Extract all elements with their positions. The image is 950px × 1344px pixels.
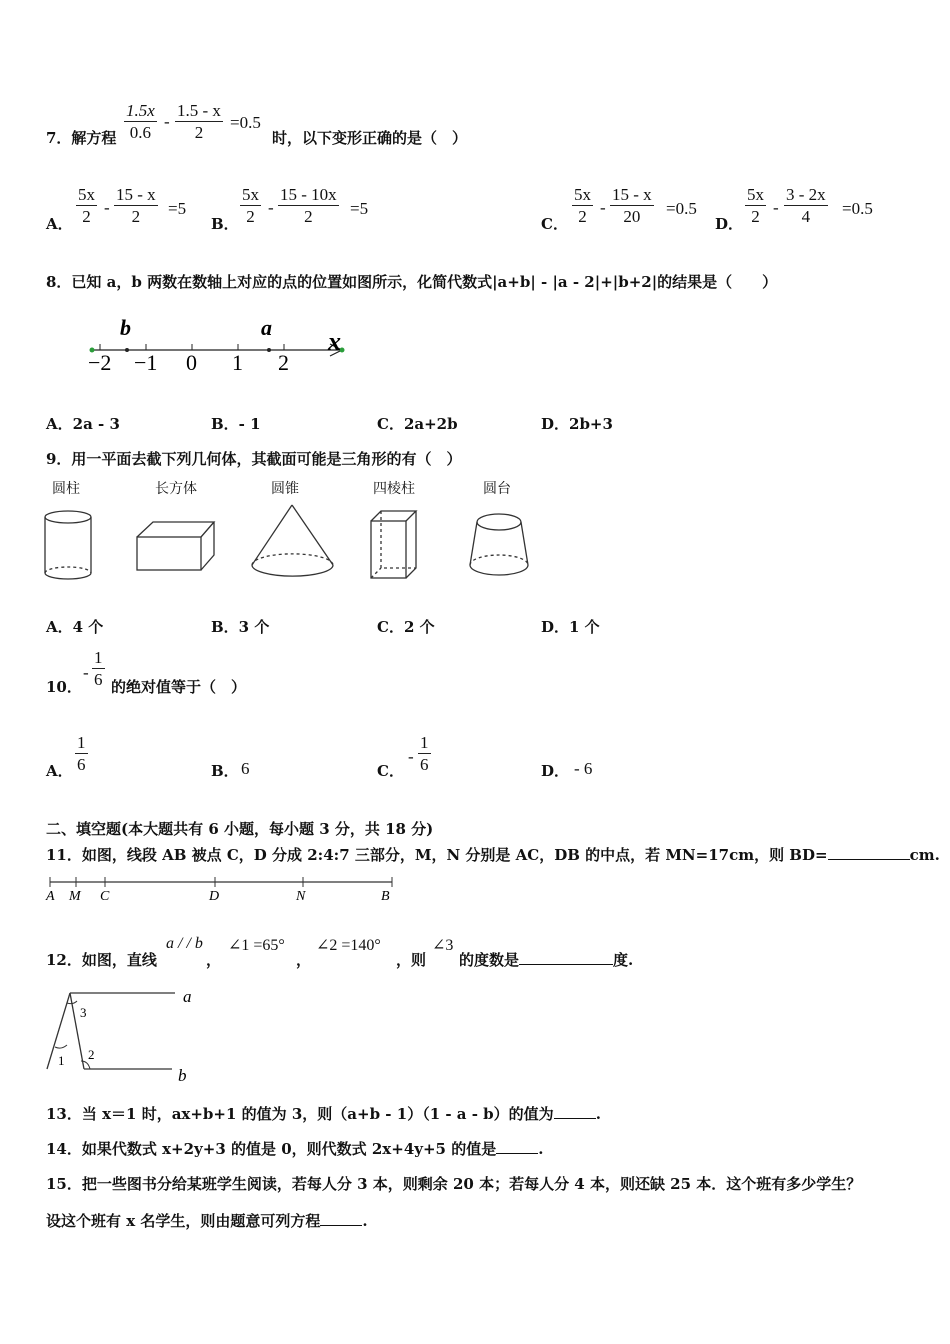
q7-suffix: 时，以下变形正确的是（ ）	[272, 129, 468, 147]
q12-angle2: ∠2 =140°	[316, 937, 381, 954]
axis-x-label: x	[328, 327, 341, 356]
q12-suffix-line	[459, 949, 633, 970]
q14-line	[46, 1138, 543, 1159]
q7-rhs: =0.5	[230, 113, 261, 132]
option-label: C．	[541, 215, 568, 233]
q11-text: 11．如图，线段 AB 被点 C，D 分成 2:4:7 三部分，M，N 分别是 AC，DB 的中点，若 MN=17cm，则 BD=	[46, 846, 828, 864]
q9-shapes-figure	[38, 505, 548, 590]
option-b: B．3 个	[211, 618, 270, 636]
option-d: D．1 个	[541, 618, 600, 636]
option-b: B．- 1	[211, 415, 261, 433]
point-label: N	[296, 889, 306, 904]
q15-line2	[46, 1210, 368, 1231]
shape-label-prism: 四棱柱	[373, 481, 415, 497]
option-d: D．2b+3	[541, 415, 613, 433]
shape-label-cylinder: 圆柱	[52, 481, 80, 497]
q15-text: 设这个班有 x 名学生，则由题意可列方程	[46, 1212, 321, 1230]
point-b-label: b	[120, 315, 131, 340]
option-c-fraction-1: $\frac{5x}{2}$	[574, 185, 591, 226]
option-b-fraction-2: $\frac{15 - 10x}{2}$	[280, 185, 337, 226]
comma: ，	[296, 951, 312, 969]
answer-blank[interactable]	[320, 1225, 362, 1226]
option-c-rhs: =0.5	[666, 199, 697, 218]
option-d-fraction-1: $\frac{5x}{2}$	[747, 185, 764, 226]
point-label: B	[381, 889, 390, 904]
tick-label: −1	[134, 350, 158, 375]
tick-label: 0	[186, 350, 197, 375]
minus-sign: -	[408, 747, 414, 766]
q12-prefix: 12．如图，直线	[46, 951, 157, 969]
option-label: A．	[46, 215, 73, 233]
point-label: M	[69, 889, 81, 904]
minus-sign: -	[164, 112, 170, 131]
option-a-fraction-2: $\frac{15 - x}{2}$	[116, 185, 156, 226]
option-b-fraction-1: $\frac{5x}{2}$	[242, 185, 259, 226]
line-a-label: a	[183, 987, 192, 1006]
section-title: 二、填空题(本大题共有 6 小题，每小题 3 分，共 18 分)	[46, 820, 434, 838]
minus-sign: -	[83, 663, 89, 682]
q7-fraction-1: $\frac{1.5x}{0.6}$	[126, 101, 155, 142]
shape-label-cuboid: 长方体	[155, 481, 197, 497]
option-d-value: - 6	[574, 759, 593, 778]
option-c: C．2a+2b	[377, 415, 458, 433]
answer-blank[interactable]	[554, 1118, 596, 1119]
option-d-fraction-2: $\frac{3 - 2x}{4}$	[786, 185, 826, 226]
point-label: C	[100, 889, 110, 904]
q15-line1: 15．把一些图书分给某班学生阅读，若每人分 3 本，则剩余 20 本；若每人分 4 本，则还缺 25 本．这个班有多少学生？	[46, 1175, 862, 1193]
prism-icon	[371, 511, 416, 578]
option-a: A．2a - 3	[46, 415, 120, 433]
q10-suffix: 的绝对值等于（ ）	[111, 678, 247, 696]
period: .	[362, 1212, 368, 1230]
option-label: D．	[541, 762, 570, 780]
q12-parallel: a / / b	[166, 935, 203, 952]
option-a: A．4 个	[46, 618, 104, 636]
tick-label: 1	[232, 350, 243, 375]
option-a-fraction-1: $\frac{5x}{2}$	[78, 185, 95, 226]
minus-sign: -	[773, 198, 779, 217]
tick-label: −2	[88, 350, 112, 375]
q12-angle3: ∠3	[432, 937, 454, 954]
option-label: D．	[715, 215, 744, 233]
angle-3-label: 3	[80, 1005, 87, 1020]
option-c: C．2 个	[377, 618, 435, 636]
cuboid-icon	[137, 522, 214, 570]
q7-prefix: 7．解方程	[46, 129, 117, 147]
period: .	[595, 1105, 601, 1123]
angle-2-label: 2	[88, 1047, 95, 1062]
q11-segment-figure	[44, 874, 404, 904]
answer-blank[interactable]	[828, 859, 910, 860]
minus-sign: -	[600, 198, 606, 217]
q12-parallel-lines-figure	[40, 983, 210, 1088]
option-label: B．	[211, 762, 239, 780]
cylinder-icon	[45, 511, 91, 579]
shape-label-cone: 圆锥	[271, 481, 299, 497]
option-b-rhs: =5	[350, 199, 369, 218]
point-label: A	[46, 889, 55, 904]
q9-text: 9．用一平面去截下列几何体，其截面可能是三角形的有（ ）	[46, 450, 462, 468]
q11-text-line	[46, 844, 940, 865]
line-b-label: b	[178, 1066, 187, 1085]
answer-blank[interactable]	[496, 1153, 538, 1154]
q10-fraction: $\frac{1}{6}$	[94, 648, 103, 689]
option-d-rhs: =0.5	[842, 199, 873, 218]
q14-text: 14．如果代数式 x+2y+3 的值是 0，则代数式 2x+4y+5 的值是	[46, 1140, 497, 1158]
tick-label: 2	[278, 350, 289, 375]
option-c-fraction-2: $\frac{15 - x}{20}$	[612, 185, 652, 226]
shape-label-frustum: 圆台	[483, 481, 511, 497]
q10-number: 10．	[46, 678, 82, 696]
q12-unit: 度.	[613, 951, 634, 969]
frustum-icon	[470, 514, 528, 575]
q7-fraction-2: $\frac{1.5 - x}{2}$	[177, 101, 221, 142]
q8-number-line	[80, 312, 360, 382]
option-label: C．	[377, 762, 404, 780]
q12-mid: ，则	[396, 951, 427, 969]
option-c-fraction: $\frac{1}{6}$	[420, 733, 429, 774]
angle-1-label: 1	[58, 1053, 65, 1068]
q11-unit: cm.	[909, 846, 940, 864]
answer-blank[interactable]	[519, 964, 613, 965]
minus-sign: -	[104, 198, 110, 217]
q13-line	[46, 1103, 601, 1124]
option-label: B．	[211, 215, 239, 233]
minus-sign: -	[268, 198, 274, 217]
q12-angle1: ∠1 =65°	[228, 937, 285, 954]
option-a-fraction: $\frac{1}{6}$	[77, 733, 86, 774]
q8-text: 8．已知 a，b 两数在数轴上对应的点的位置如图所示，化简代数式|a+b| - |a - 2|+|b+2|的结果是（ ）	[46, 273, 778, 291]
q13-text: 13．当 x＝1 时，ax+b+1 的值为 3，则（a+b - 1）（1 - a - b）的值为	[46, 1105, 554, 1123]
point-a-label: a	[261, 315, 272, 340]
cone-icon	[252, 505, 333, 576]
option-b-value: 6	[241, 759, 250, 778]
q12-suffix: 的度数是	[459, 951, 520, 969]
option-a-rhs: =5	[168, 199, 187, 218]
option-label: A．	[46, 762, 73, 780]
period: .	[538, 1140, 544, 1158]
comma: ，	[206, 951, 222, 969]
point-label: D	[209, 889, 220, 904]
